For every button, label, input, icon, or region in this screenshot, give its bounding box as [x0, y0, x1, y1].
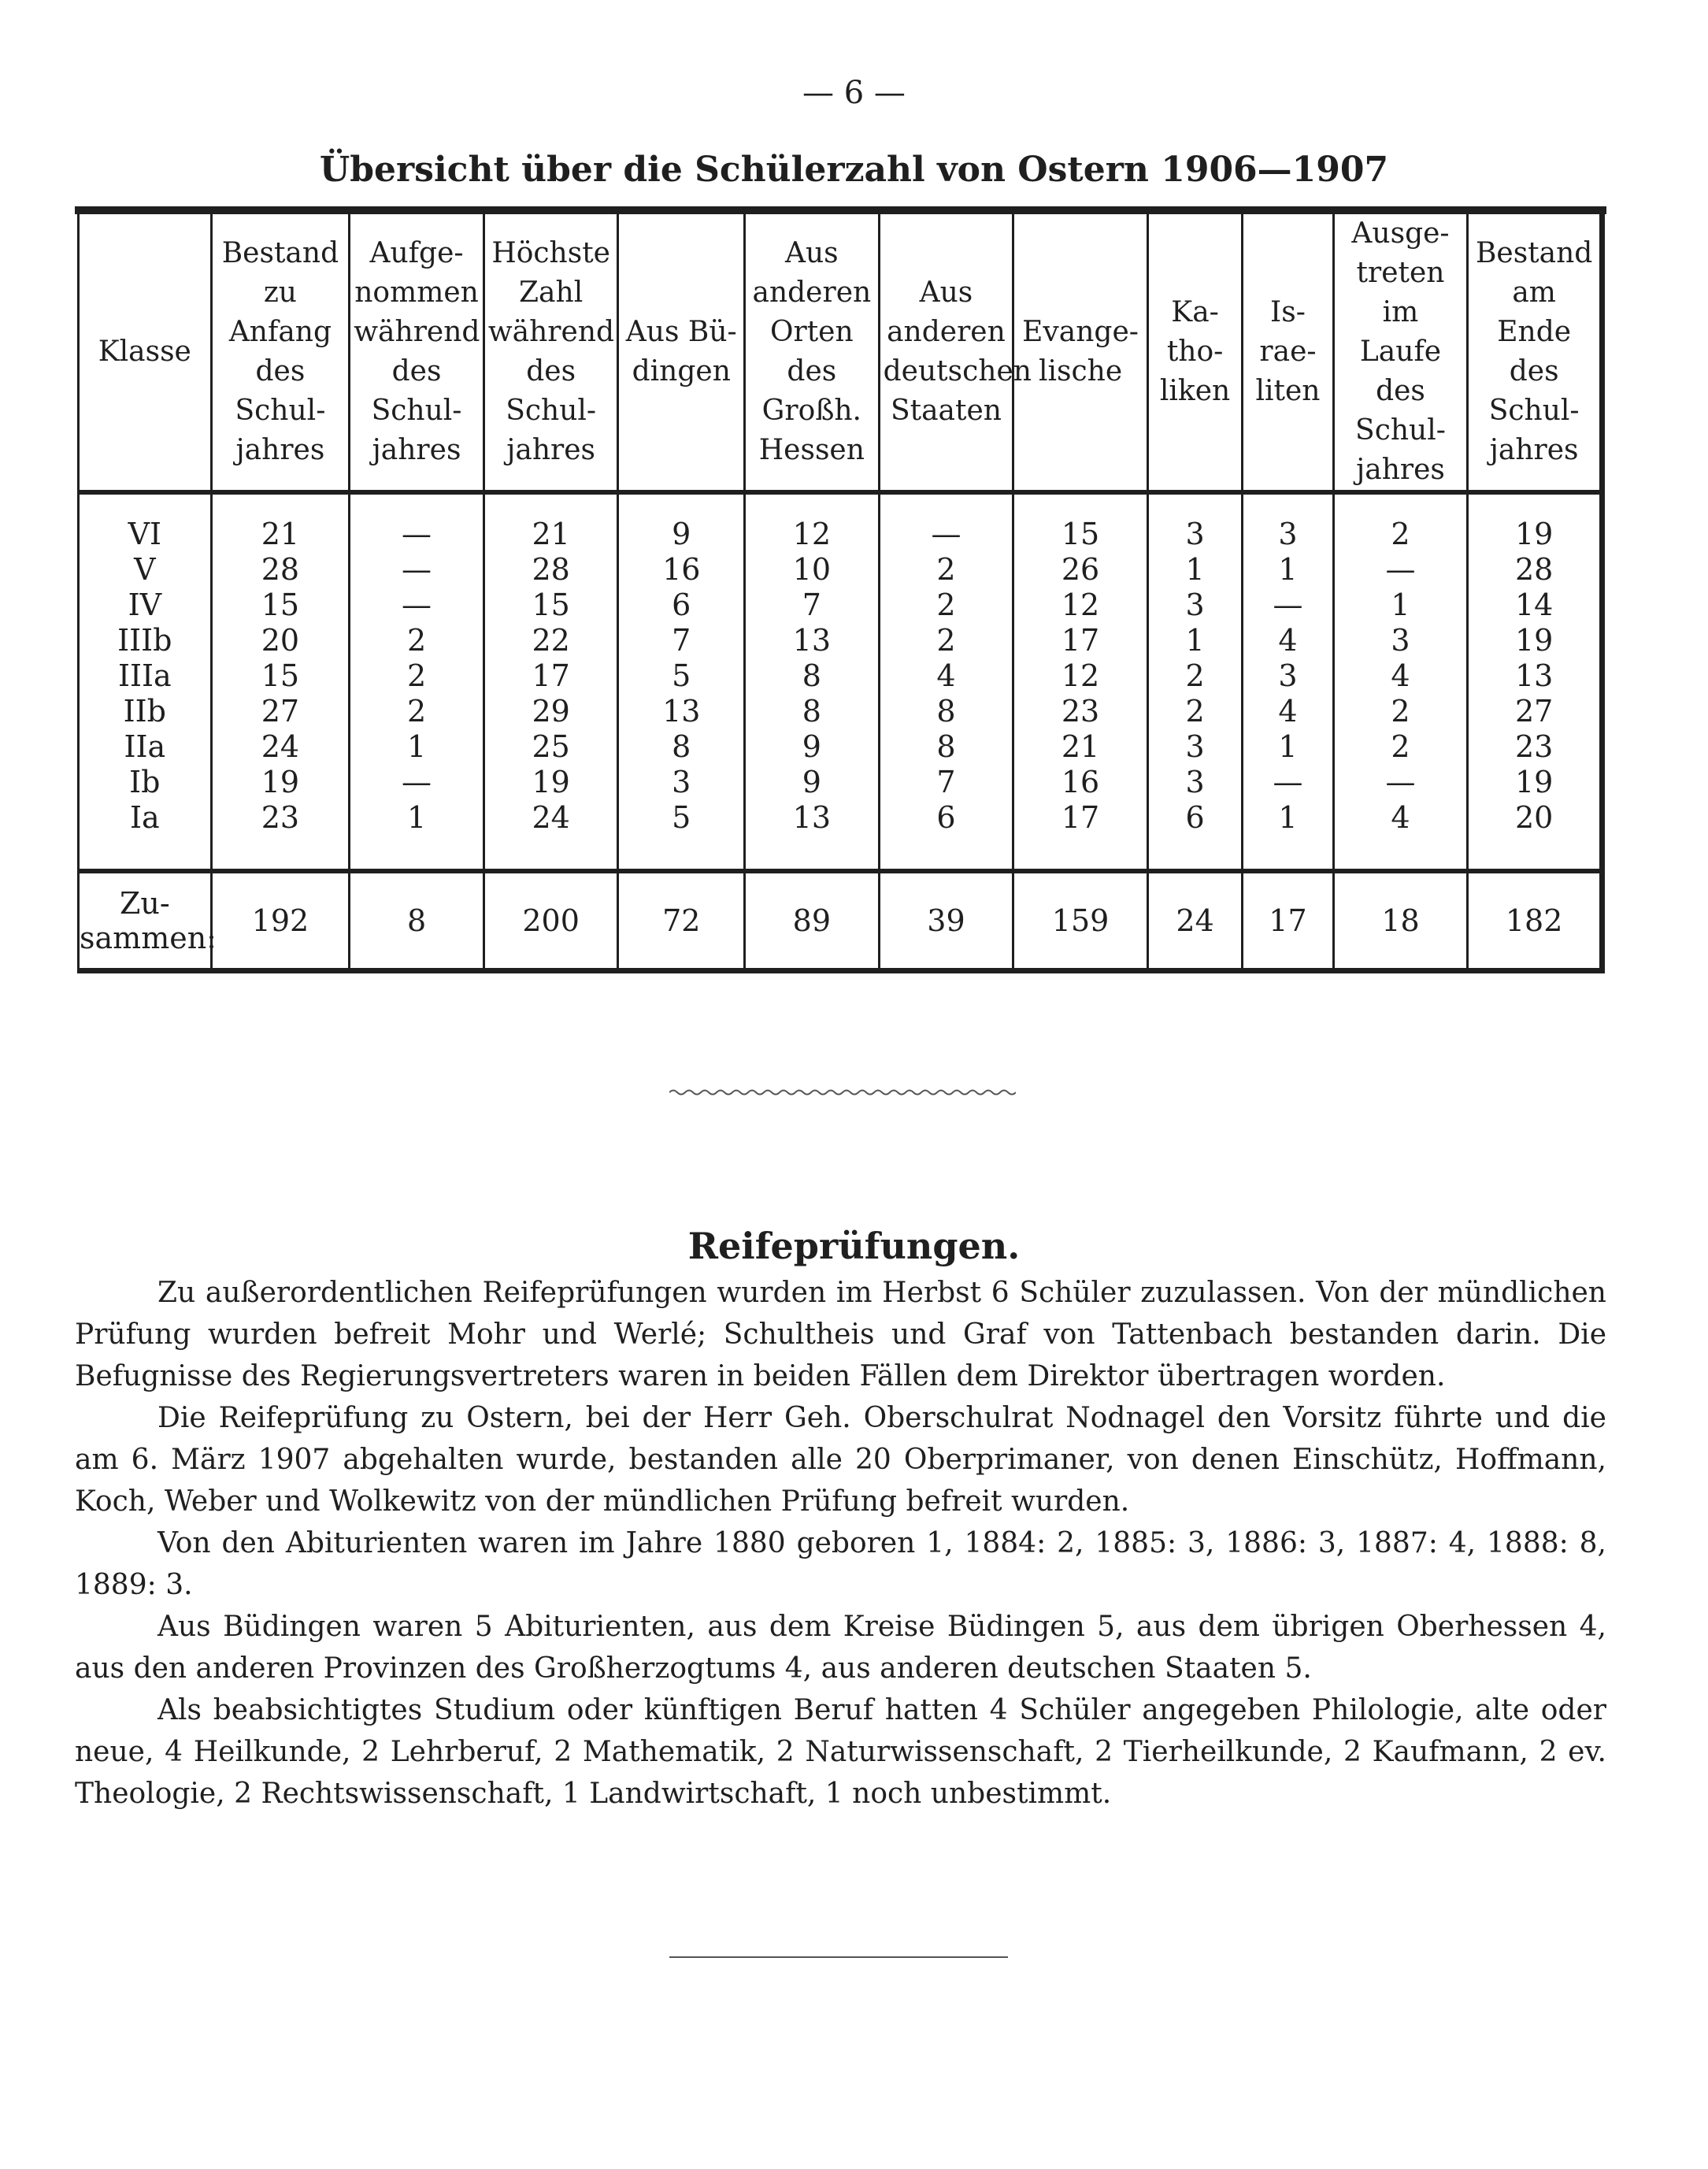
table-cell: 7 — [618, 623, 745, 658]
table-cell: 1 — [1147, 623, 1242, 658]
table-cell: 9 — [745, 729, 880, 765]
table-cell: 9 — [745, 765, 880, 800]
table-cell: 26 — [1013, 552, 1148, 588]
table-cell: 16 — [618, 552, 745, 588]
table-cell: 13 — [1468, 658, 1602, 694]
table-cell: 13 — [745, 800, 880, 871]
header-ausgetreten: Ausge- treten im Laufe des Schul- jahres — [1333, 214, 1468, 492]
table-cell: 28 — [211, 552, 350, 588]
table-cell: 13 — [618, 694, 745, 729]
total-cell: 192 — [211, 871, 350, 971]
table-cell: 22 — [484, 623, 618, 658]
table-cell: 28 — [1468, 552, 1602, 588]
table-cell: 3 — [1147, 729, 1242, 765]
table-cell: — — [350, 765, 484, 800]
table-cell: 10 — [745, 552, 880, 588]
table-cell: 3 — [1243, 492, 1333, 552]
total-cell: 17 — [1243, 871, 1333, 971]
wavy-divider — [669, 1087, 1016, 1098]
table-row — [79, 492, 1602, 552]
table-cell: 27 — [1468, 694, 1602, 729]
paragraph: Die Reifeprüfung zu Ostern, bei der Herr Geh. Oberschulrat Nodnagel den Vorsitz führte und die am 6. März 1907 abgehalten wurde, bestanden alle 20 Oberprimaner, von denen Einschütz, Hoffmann, Koch, Weber und Wolkewitz von der mündlichen Prüfung befreit wurden. — [75, 1402, 1606, 1518]
class-label: IIIb — [117, 623, 172, 658]
table-cell: 24 — [484, 800, 618, 871]
header-aufgenommen: Aufge- nommen während des Schul- jahres — [350, 214, 484, 492]
table-cell: 19 — [1468, 623, 1602, 658]
paragraph: Als beabsichtigtes Studium oder künftigen Beruf hatten 4 Schüler angegeben Philologie, alte oder neue, 4 Heilkunde, 2 Lehrberuf, 2 Mathematik, 2 Naturwissenschaft, 2 Tierheilkunde, 2 Kaufmann, 2 ev. Theologie, 2 Rechtswissenschaft, 1 Landwirtschaft, 1 noch unbestimmt. — [75, 1694, 1606, 1810]
table-cell: 1 — [350, 800, 484, 871]
table-cell: 16 — [1013, 765, 1148, 800]
table-cell: 3 — [1147, 492, 1242, 552]
table-cell: 1 — [1243, 552, 1333, 588]
table-row — [79, 588, 1602, 623]
header-hoechste-zahl: Höchste Zahl während des Schul- jahres — [484, 214, 618, 492]
table-row — [79, 800, 1602, 871]
body-text — [75, 1272, 1606, 1815]
table-cell: 8 — [745, 658, 880, 694]
table-cell: 15 — [1013, 492, 1148, 552]
table-cell: 6 — [879, 800, 1013, 871]
table-cell: 5 — [618, 658, 745, 694]
table-cell: 2 — [1333, 492, 1468, 552]
table-cell: 4 — [1243, 694, 1333, 729]
header-katholiken: Ka- tho- liken — [1147, 214, 1242, 492]
table-cell: 19 — [484, 765, 618, 800]
table-cell: 2 — [879, 552, 1013, 588]
table-cell: 23 — [211, 800, 350, 871]
table-cell: 8 — [879, 694, 1013, 729]
table-cell: 6 — [1147, 800, 1242, 871]
table-cell: 14 — [1468, 588, 1602, 623]
table-cell: 17 — [1013, 623, 1148, 658]
table-cell: 4 — [1333, 658, 1468, 694]
table-cell: 2 — [350, 694, 484, 729]
table-cell: 12 — [1013, 658, 1148, 694]
total-row — [79, 871, 1602, 971]
header-aus-hessen: Aus anderen Orten des Großh. Hessen — [745, 214, 880, 492]
class-label: Ia — [79, 800, 212, 871]
table-cell: 21 — [1013, 729, 1148, 765]
table-cell: 2 — [1333, 729, 1468, 765]
class-label: IV — [128, 588, 162, 622]
table-cell: 28 — [484, 552, 618, 588]
table-cell: — — [1243, 765, 1333, 800]
table-cell: 4 — [879, 658, 1013, 694]
paragraph: Von den Abiturienten waren im Jahre 1880 geboren 1, 1884: 2, 1885: 3, 1886: 3, 1887: 4, 1888: 8, 1889: 3. — [75, 1527, 1606, 1601]
table-cell: 17 — [1013, 800, 1148, 871]
table-cell: 19 — [1468, 765, 1602, 800]
table-top-rule — [75, 206, 1606, 214]
total-cell: 39 — [879, 871, 1013, 971]
table-cell: 21 — [484, 492, 618, 552]
table-cell: 2 — [1333, 694, 1468, 729]
table-cell: 24 — [211, 729, 350, 765]
total-cell: 200 — [484, 871, 618, 971]
table-row — [79, 694, 1602, 729]
total-cell: 89 — [745, 871, 880, 971]
table-cell: 8 — [879, 729, 1013, 765]
table-cell: 23 — [1468, 729, 1602, 765]
total-cell: 72 — [618, 871, 745, 971]
total-cell: 24 — [1147, 871, 1242, 971]
table-cell: 2 — [350, 623, 484, 658]
table-cell: 8 — [745, 694, 880, 729]
class-label: Ib — [129, 765, 161, 799]
table-cell: 3 — [618, 765, 745, 800]
class-label: IIa — [124, 729, 166, 764]
table-cell: 5 — [618, 800, 745, 871]
table-cell: — — [350, 588, 484, 623]
table-cell: 19 — [211, 765, 350, 800]
header-evangelische: Evange- lische — [1013, 214, 1148, 492]
class-label: V — [134, 552, 156, 587]
table-cell: 21 — [211, 492, 350, 552]
table-cell: 2 — [1147, 694, 1242, 729]
table-cell: 2 — [350, 658, 484, 694]
total-cell: 18 — [1333, 871, 1468, 971]
table-row — [79, 729, 1602, 765]
table-row — [79, 658, 1602, 694]
bottom-rule — [669, 1956, 1008, 1958]
table-cell: 7 — [879, 765, 1013, 800]
paragraph: Aus Büdingen waren 5 Abiturienten, aus dem Kreise Büdingen 5, aus dem übrigen Oberhessen 4, aus den anderen Provinzen des Großherzogtums 4, aus anderen deutschen Staaten 5. — [75, 1611, 1606, 1685]
page-number: — 6 — — [802, 75, 906, 111]
table-cell: 20 — [1468, 800, 1602, 871]
table-row — [79, 552, 1602, 588]
table-cell: 2 — [879, 588, 1013, 623]
table-cell: 15 — [211, 588, 350, 623]
table-cell: 15 — [211, 658, 350, 694]
table-cell: 27 — [211, 694, 350, 729]
table-row — [79, 765, 1602, 800]
table-cell: 1 — [1243, 729, 1333, 765]
paragraph: Zu außerordentlichen Reifeprüfungen wurden im Herbst 6 Schüler zuzulassen. Von der mündlichen Prüfung wurden befreit Mohr und Werlé; Schultheis und Graf von Tattenbach bestanden darin. Die Befugnisse des Regierungsvertreters waren in beiden Fällen dem Direktor übertragen worden. — [75, 1277, 1606, 1392]
table-cell: 20 — [211, 623, 350, 658]
header-israeliten: Is- rae- liten — [1243, 214, 1333, 492]
table-cell: 29 — [484, 694, 618, 729]
table-cell: 12 — [745, 492, 880, 552]
total-cell: 159 — [1013, 871, 1148, 971]
table-cell: 13 — [745, 623, 880, 658]
header-aus-deutschen-staaten: Aus anderen deutschen Staaten — [879, 214, 1013, 492]
table-cell: 8 — [618, 729, 745, 765]
table-cell: — — [350, 552, 484, 588]
table-cell: — — [879, 492, 1013, 552]
table-cell: 17 — [484, 658, 618, 694]
table-cell: 9 — [618, 492, 745, 552]
total-cell: 8 — [350, 871, 484, 971]
total-cell: 182 — [1468, 871, 1602, 971]
total-label: Zu- sammen: — [80, 886, 217, 955]
table-cell: 1 — [1147, 552, 1242, 588]
table-cell: 3 — [1147, 765, 1242, 800]
table-cell: 2 — [879, 623, 1013, 658]
class-label: VI — [128, 517, 162, 551]
table-cell: — — [1333, 765, 1468, 800]
table-cell: 3 — [1333, 623, 1468, 658]
table-header-row — [79, 214, 1602, 492]
table-cell: — — [350, 492, 484, 552]
table-cell: 6 — [618, 588, 745, 623]
header-aus-buedingen: Aus Bü- dingen — [618, 214, 745, 492]
table-cell: — — [1333, 552, 1468, 588]
section-title: Reifeprüfungen. — [687, 1225, 1021, 1267]
header-bestand-ende: Bestand am Ende des Schul- jahres — [1468, 214, 1602, 492]
table-cell: 1 — [350, 729, 484, 765]
student-count-table — [77, 214, 1605, 973]
table-cell: 3 — [1147, 588, 1242, 623]
table-cell: 1 — [1243, 800, 1333, 871]
table-cell: 3 — [1243, 658, 1333, 694]
class-label: IIIa — [117, 658, 172, 693]
table-title: Übersicht über die Schülerzahl von Ostern 1906—1907 — [319, 150, 1389, 190]
table-cell: 4 — [1243, 623, 1333, 658]
table-cell: 4 — [1333, 800, 1468, 871]
table-cell: 7 — [745, 588, 880, 623]
header-klasse: Klasse — [79, 214, 212, 492]
table-cell: 25 — [484, 729, 618, 765]
table-cell: 12 — [1013, 588, 1148, 623]
table-cell: 15 — [484, 588, 618, 623]
table-cell: 23 — [1013, 694, 1148, 729]
header-bestand-anfang: Bestand zu Anfang des Schul- jahres — [211, 214, 350, 492]
class-label: IIb — [123, 694, 166, 729]
table-cell: 2 — [1147, 658, 1242, 694]
table-cell: 1 — [1333, 588, 1468, 623]
table-row — [79, 623, 1602, 658]
table-cell: 19 — [1468, 492, 1602, 552]
table-cell: — — [1243, 588, 1333, 623]
